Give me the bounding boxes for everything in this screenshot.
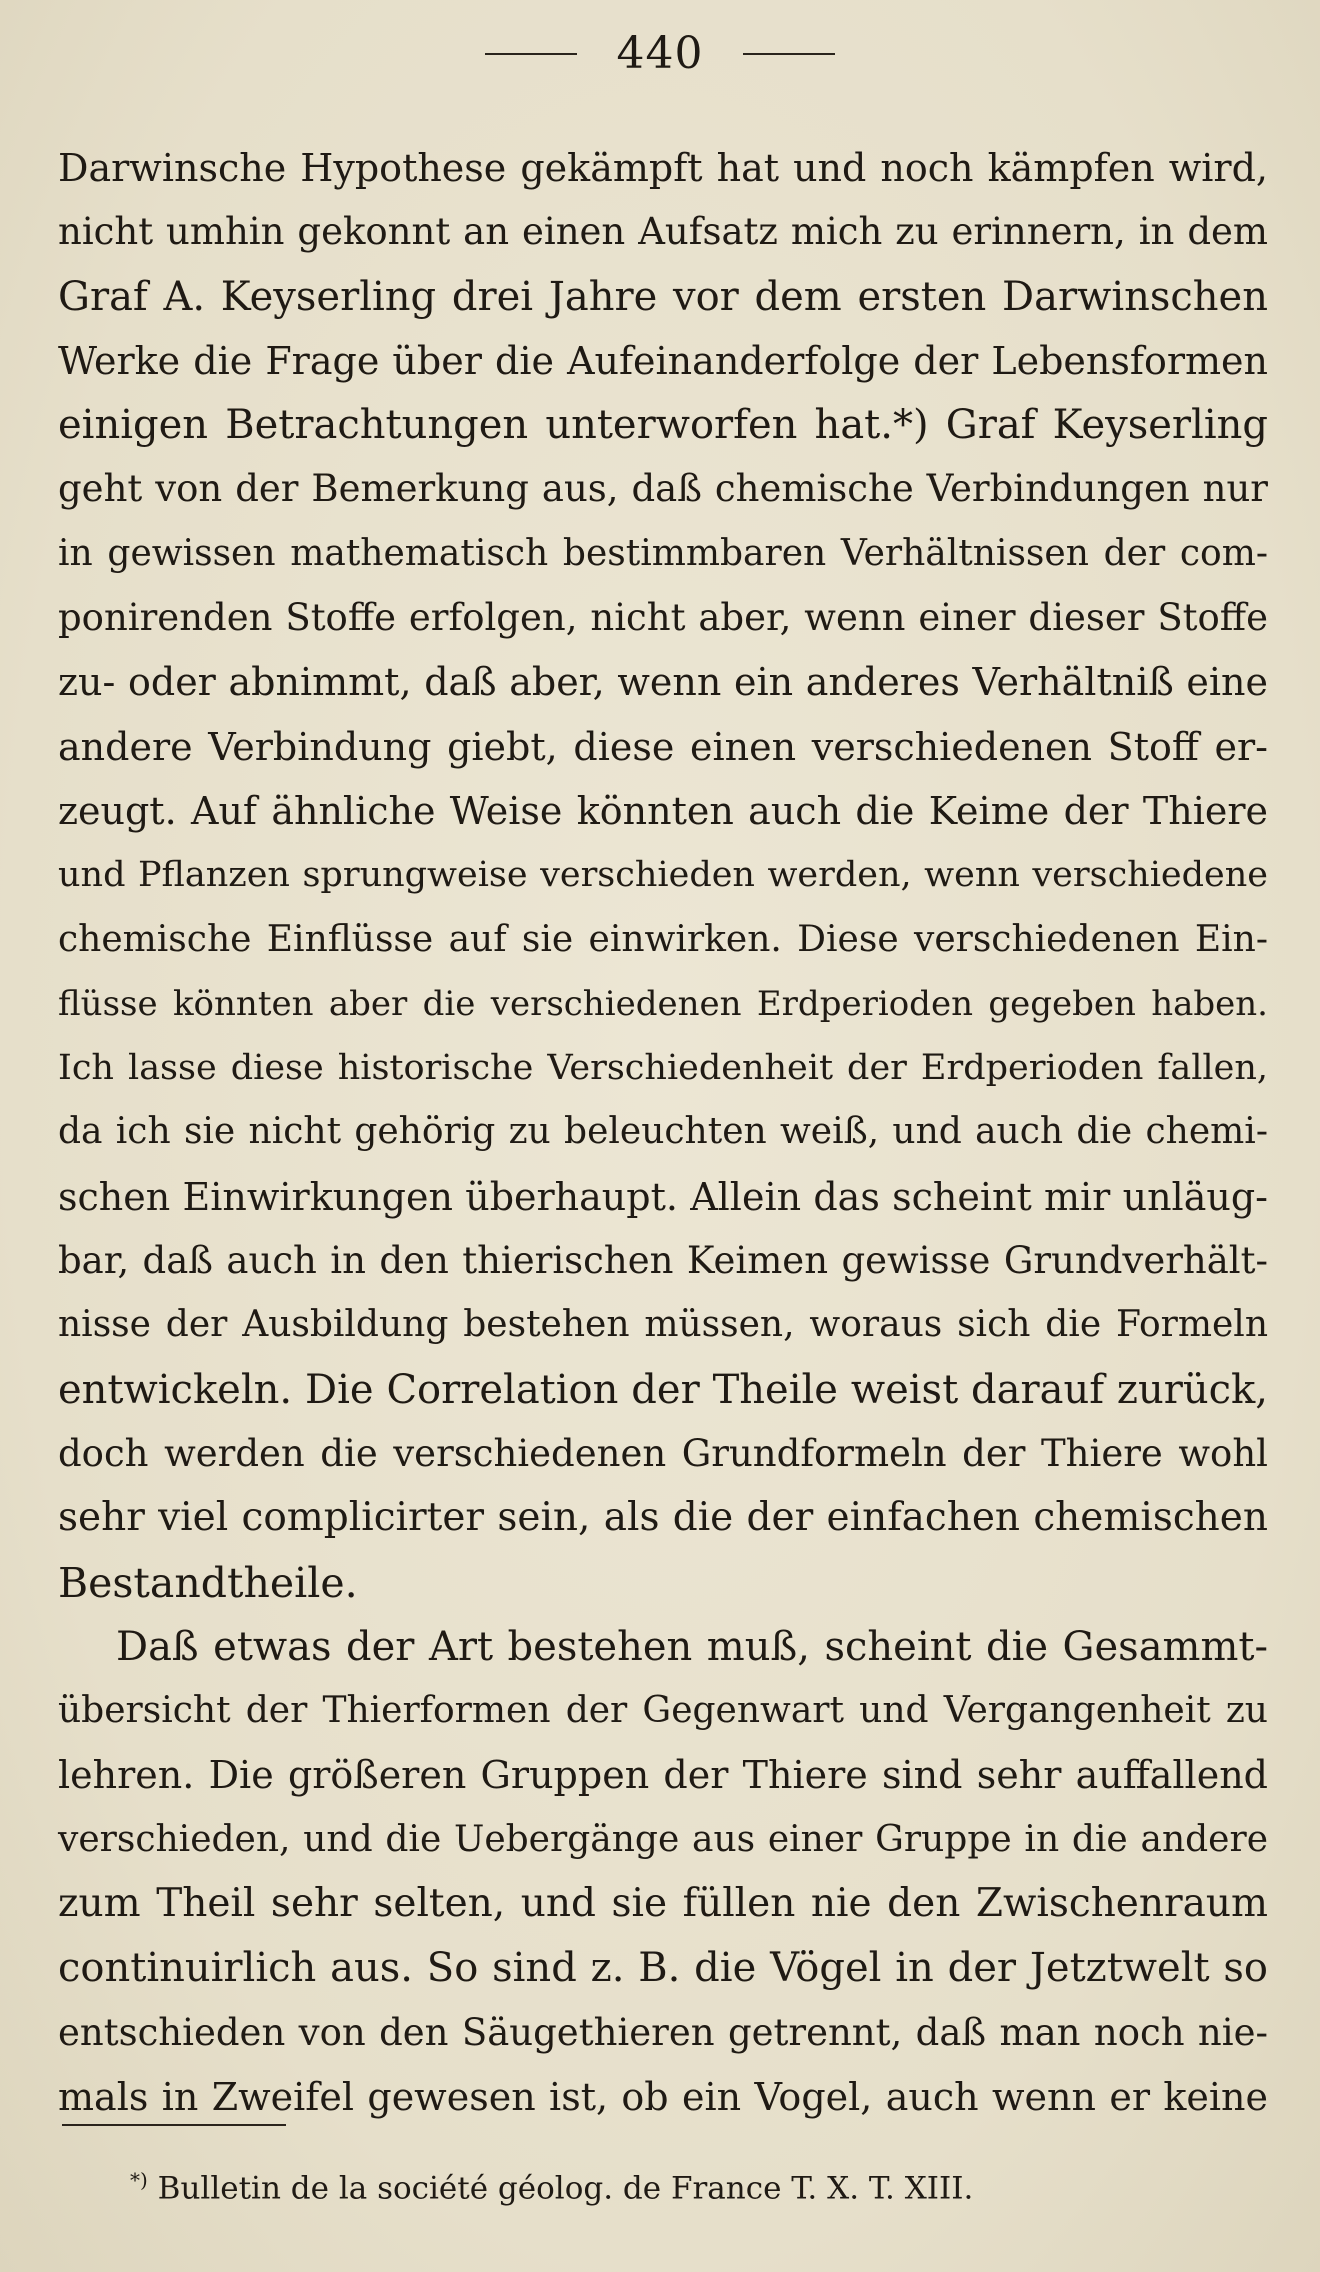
text-line: geht von der Bemerkung aus, daß chemische Verbindungen nur	[58, 467, 1268, 511]
text-line: zeugt. Auf ähnliche Weise könnten auch die Keime der Thiere	[58, 788, 1268, 833]
text-line: zum Theil sehr selten, und sie füllen nie den Zwischenraum	[58, 1881, 1268, 1927]
text-line: Graf A. Keyserling drei Jahre vor dem ersten Darwinschen	[58, 273, 1268, 320]
text-line: continuirlich aus. So sind z. B. die Vögel in der Jetztwelt so	[58, 1945, 1268, 1992]
header-rule-left	[485, 53, 577, 55]
text-line: Ich lasse diese historische Verschiedenheit der Erdperioden fallen,	[58, 1048, 1268, 1089]
text-line: einigen Betrachtungen unterworfen hat.*) Graf Keyserling	[58, 402, 1268, 449]
text-line: mals in Zweifel gewesen ist, ob ein Vogel, auch wenn er keine	[58, 2074, 1268, 2119]
text-line: bar, daß auch in den thierischen Keimen gewisse Grundverhält-	[58, 1239, 1268, 1283]
footnote	[130, 2168, 973, 2206]
footnote-text: Bulletin de la société géolog. de France T. X. T. XIII.	[147, 2170, 974, 2207]
text-line: da ich sie nicht gehörig zu beleuchten weiß, und auch die chemi-	[58, 1111, 1268, 1153]
text-line: entschieden von den Säugethieren getrennt, daß man noch nie-	[58, 2010, 1268, 2054]
text-line: Daß etwas der Art bestehen muß, scheint die Gesammt-	[116, 1623, 1268, 1670]
text-line: verschieden, und die Uebergänge aus einer Gruppe in die andere	[58, 1818, 1268, 1860]
text-line: sehr viel complicirter sein, als die der einfachen chemischen	[58, 1495, 1268, 1541]
text-line: in gewissen mathematisch bestimmbaren Verhältnissen der com-	[58, 532, 1268, 574]
text-line: flüsse könnten aber die verschiedenen Erdperioden gegeben haben.	[58, 983, 1268, 1024]
text-line: übersicht der Thierformen der Gegenwart und Vergangenheit zu	[58, 1690, 1268, 1732]
header-rule-right	[743, 53, 835, 55]
text-line: nicht umhin gekonnt an einen Aufsatz mich zu erinnern, in dem	[58, 210, 1268, 254]
text-line: zu- oder abnimmt, daß aber, wenn ein anderes Verhältniß eine	[58, 660, 1268, 705]
text-line: schen Einwirkungen überhaupt. Allein das scheint mir unläug-	[58, 1174, 1268, 1219]
text-line: lehren. Die größeren Gruppen der Thiere sind sehr auffallend	[58, 1753, 1268, 1798]
text-line: entwickeln. Die Correlation der Theile weist darauf zurück,	[58, 1366, 1268, 1413]
body-text	[58, 136, 1268, 2129]
text-line: nisse der Ausbildung bestehen müssen, woraus sich die Formeln	[58, 1304, 1268, 1346]
footnote-rule	[62, 2124, 286, 2126]
footnote-marker: *)	[130, 2168, 148, 2192]
text-line: ponirenden Stoffe erfolgen, nicht aber, wenn einer dieser Stoffe	[58, 596, 1268, 640]
text-line: Darwinsche Hypothese gekämpft hat und noch kämpfen wird,	[58, 146, 1268, 190]
text-line: und Pflanzen sprungweise verschieden werden, wenn verschiedene	[58, 855, 1268, 896]
text-line: andere Verbindung giebt, diese einen verschiedenen Stoff er-	[58, 724, 1268, 769]
page-number: 440	[616, 28, 704, 79]
text-line: Werke die Frage über die Aufeinanderfolge der Lebensformen	[58, 338, 1268, 383]
text-line: Bestandtheile.	[58, 1558, 358, 1607]
text-line: chemische Einflüsse auf sie einwirken. Diese verschiedenen Ein-	[58, 918, 1268, 960]
text-line: doch werden die verschiedenen Grundformeln der Thiere wohl	[58, 1431, 1268, 1475]
page-header	[0, 28, 1320, 79]
